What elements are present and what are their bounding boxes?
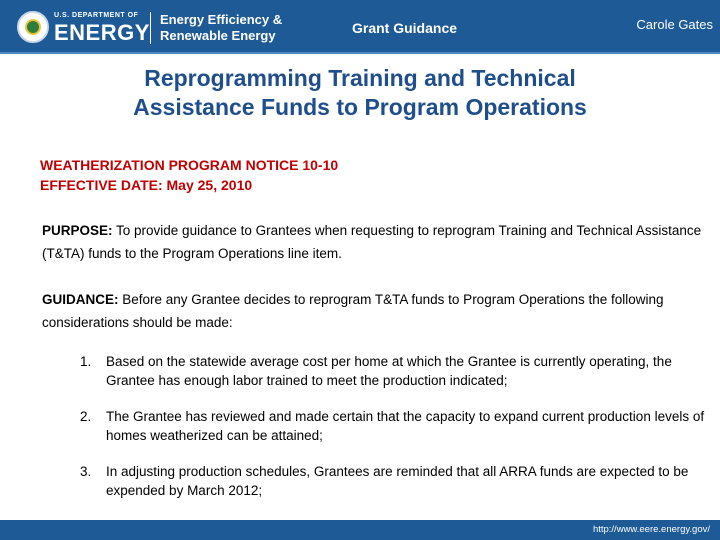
list-item-text: Based on the statewide average cost per home at which the Grantee is currently operating, the Grantee has enough labor trained to meet the production indicated; <box>106 354 672 388</box>
agency-line: U.S. DEPARTMENT OF <box>54 12 139 19</box>
slide-title-line-2: Assistance Funds to Program Operations <box>133 94 587 120</box>
effective-date-label: EFFECTIVE DATE <box>40 177 158 193</box>
header-accent-line <box>0 52 720 54</box>
list-item-text: The Grantee has reviewed and made certain that the capacity to expand current production levels of homes weatherized can be attained; <box>106 409 705 443</box>
purpose-text: To provide guidance to Grantees when requesting to reprogram Training and Technical Assistance (T&TA) funds to the Program Operations line item. <box>42 223 702 261</box>
notice-block <box>40 155 338 195</box>
logo-divider <box>150 12 151 44</box>
footer-url-link[interactable]: http://www.eere.energy.gov/ <box>592 524 710 535</box>
slide-title <box>60 64 660 122</box>
footer-band <box>0 520 720 540</box>
agency-name: ENERGY <box>54 20 150 45</box>
list-item-number: 1. <box>80 354 92 369</box>
doe-seal-icon <box>17 11 49 43</box>
purpose-label: PURPOSE: <box>42 223 113 238</box>
list-item-text: In adjusting production schedules, Grantees are reminded that all ARRA funds are expected to be expended by March 2012; <box>106 464 689 498</box>
list-item-number: 2. <box>80 409 92 424</box>
office-line-1: Energy Efficiency & <box>160 12 283 27</box>
list-item <box>80 352 710 390</box>
header-band <box>0 0 720 54</box>
section-title: Grant Guidance <box>352 20 458 36</box>
guidance-paragraph <box>42 288 712 334</box>
notice-number: WEATHERIZATION PROGRAM NOTICE 10-10 <box>40 157 339 173</box>
list-item-number: 3. <box>80 464 92 479</box>
considerations-list <box>80 352 710 517</box>
presenter-name: Carole Gates <box>636 17 713 32</box>
guidance-label: GUIDANCE: <box>42 292 119 307</box>
guidance-text: Before any Grantee decides to reprogram T&TA funds to Program Operations the following considerations should be made: <box>42 292 664 330</box>
office-line-2: Renewable Energy <box>160 28 276 43</box>
slide-title-line-1: Reprogramming Training and Technical <box>144 65 576 91</box>
effective-date-value: : May 25, 2010 <box>157 177 253 193</box>
list-item <box>80 462 710 500</box>
purpose-paragraph <box>42 219 712 265</box>
list-item <box>80 407 710 445</box>
effective-date <box>40 175 338 195</box>
